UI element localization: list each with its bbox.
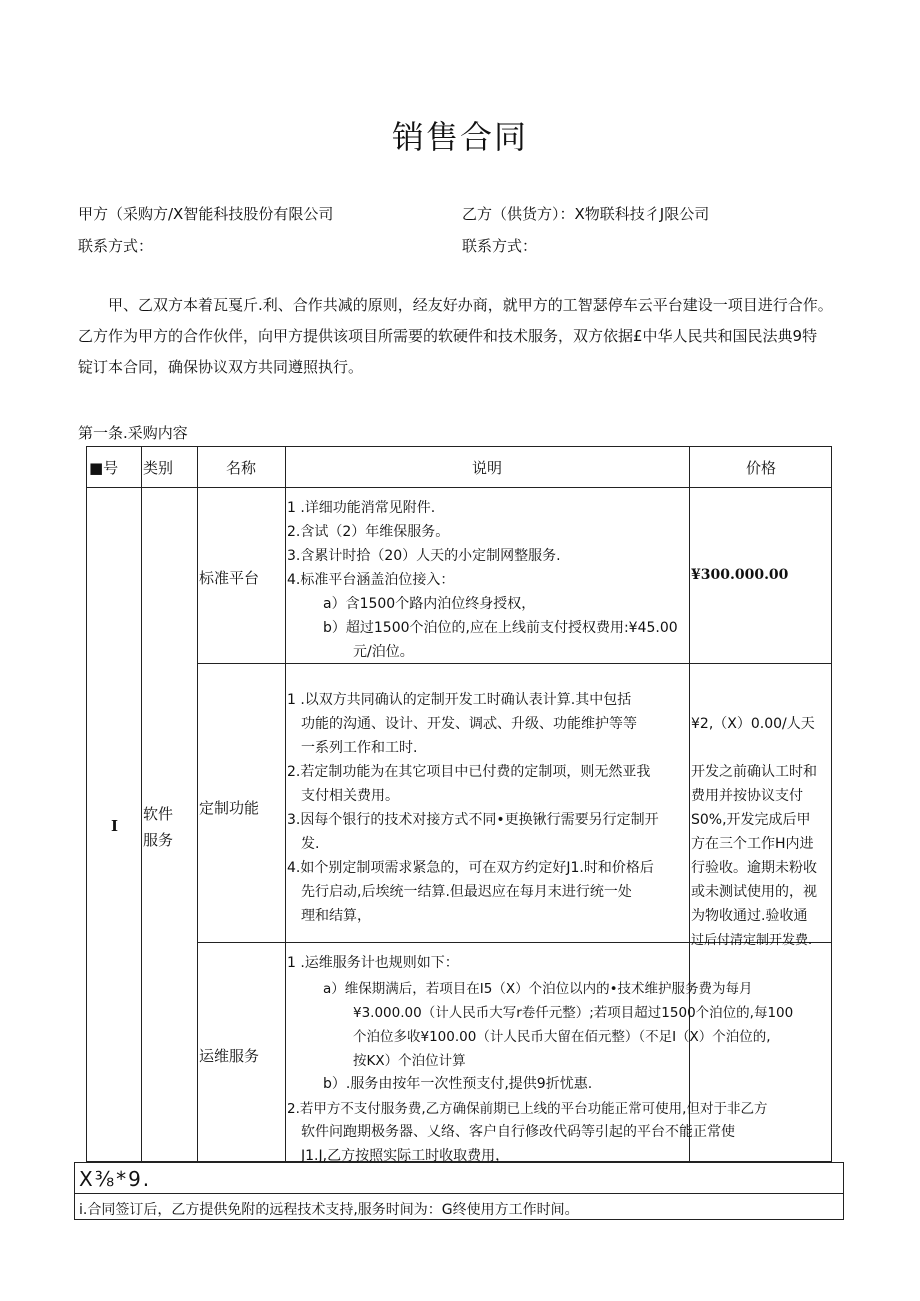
col-divider (197, 447, 198, 1161)
item-price: 方在三个工作H内进 (691, 836, 814, 852)
item-price: ¥2,（X）0.00/人天 (691, 716, 815, 732)
item-desc-line: 2.若甲方不支付服务费,乙方确保前期已上线的平台功能正常可使用,但对于非乙方 (287, 1101, 768, 1117)
item-desc-line: J1.J,乙方按照实际工时收取费用， (301, 1148, 510, 1164)
item-desc-line: 1 .详细功能消常见附件. (287, 500, 436, 516)
intro-line-3: 锭订本合同，确保协议双方共同遵照执行。 (78, 358, 364, 376)
item-desc-line: b）超过1500个泊位的,应在上线前支付授权费用:¥45.00 (323, 620, 678, 636)
item-name-custom-feature: 定制功能 (199, 799, 260, 817)
remarks-divider (75, 1193, 843, 1194)
item-price: 过后付清定制开发费. (691, 933, 813, 948)
item-price: 费用并按协议支付 (691, 788, 803, 804)
item-price: 行验收。逾期未粉收 (691, 860, 817, 876)
item-desc-line: 一系列工作和工时. (301, 740, 418, 756)
header-category: 类别 (143, 459, 174, 477)
item-desc-line: 软件问跑期极务器、乂络、客户自行修改代码等引起的平台不能正常使 (301, 1124, 735, 1140)
item-desc-line: 按KX）个泊位计算 (353, 1053, 466, 1069)
intro-paragraph (78, 290, 840, 383)
item-price: 开发之前确认工时和 (691, 764, 817, 780)
item-desc-line: 3.含累计时拾（20）人天的小定制网整服务. (287, 548, 561, 564)
item-desc-line: b）.服务由按年一次性预支付,提供9折忧惠. (323, 1076, 593, 1092)
row-number: I (111, 817, 119, 835)
header-name: 名称 (225, 459, 256, 477)
col-divider (689, 447, 690, 1161)
item-desc-line: 个泊位多收¥100.00（计人民币大留在佰元整）（不足I（X）个泊位的, (353, 1029, 771, 1045)
item-desc-line: 3.因每个银行的技术对接方式不同•更换锹行需要另行定制开 (287, 812, 659, 828)
item-name-standard-platform: 标准平台 (199, 569, 260, 587)
item-desc-line: 理和结算， (301, 908, 371, 924)
item-desc-line: 元/泊位。 (353, 644, 414, 660)
item-price: 或未测试使用的，视 (691, 884, 817, 900)
header-price: 价格 (745, 459, 776, 477)
col-divider (141, 447, 142, 1161)
remarks-box (74, 1162, 844, 1220)
item-desc-line: 2.若定制功能为在其它项目中已付费的定制项，则无然亚我 (287, 764, 651, 780)
row-divider (197, 663, 831, 664)
item-desc-line: ¥3.000.00（计人民币大写r卷仟元整）;若项目超过1500个泊位的,每100 (353, 1005, 794, 1021)
item-desc-line: 4.如个别定制项需求紧急的，可在双方约定好J1.时和价格后 (287, 860, 654, 876)
item-desc-line: 1 .运维服务计也规则如下： (287, 955, 459, 971)
section-title: 第一条.采购内容 (78, 424, 188, 442)
page-title: 销售合同 (391, 118, 528, 156)
category-line-1: 软件 (143, 805, 174, 823)
party-b-contact: 联系方式： (462, 237, 538, 255)
item-price: 为物收通过.验收通 (691, 908, 808, 924)
item-desc-line: a）含1500个路内泊位终身授权， (323, 596, 536, 612)
party-a-label: 甲方（采购方/X智能科技股份有限公司 (78, 205, 334, 223)
purchase-table (86, 446, 832, 1162)
item-desc-line: 2.含试（2）年维保服务。 (287, 524, 450, 540)
item-price: S0%,开发完成后甲 (691, 812, 811, 828)
party-a-contact: 联系方式： (78, 237, 154, 255)
intro-line-1: 甲、乙双方本着瓦戛斤.利、合作共减的原则，经友好办商，就甲方的工智瑟停车云平台建设一项目进行合作。 (108, 296, 833, 314)
party-b-label: 乙方（供货方）：X物联科技彳J限公司 (462, 205, 710, 223)
intro-line-2: 乙方作为甲方的合作伙伴，向甲方提供该项目所需要的软硬件和技术服务，双方依据£中华人民共和国民法典9特 (78, 327, 818, 345)
item-name-maintenance: 运维服务 (199, 1047, 260, 1065)
item-desc-line: 支付相关费用。 (301, 788, 399, 804)
item-desc-line: 4.标准平台涵盖泊位接入： (287, 572, 455, 588)
remarks-heading: X⅜*9. (79, 1167, 152, 1191)
item-desc-line: 1 .以双方共同确认的定制开发工时确认表计算.其中包括 (287, 692, 632, 708)
col-divider (285, 447, 286, 1161)
header-no: ■号 (89, 459, 119, 477)
item-desc-line: 先行启动,后埃统一结算.但最迟应在每月末进行统一处 (301, 884, 632, 900)
item-price: ¥300.000.00 (691, 567, 789, 583)
item-desc-line: 发. (301, 836, 320, 852)
item-desc-line: a）维保期满后，若项目在I5（X）个泊位以内的•技术维护服务费为每月 (323, 981, 753, 997)
remarks-text: i.合同签订后，乙方提供免附的远程技术支持,服务时间为：G终使用方工作时间。 (79, 1202, 579, 1218)
header-desc: 说明 (471, 459, 502, 477)
category-line-2: 服务 (143, 831, 174, 849)
header-divider (87, 487, 831, 488)
item-desc-line: 功能的沟通、设计、开发、调忒、升级、功能维护等等 (301, 716, 637, 732)
